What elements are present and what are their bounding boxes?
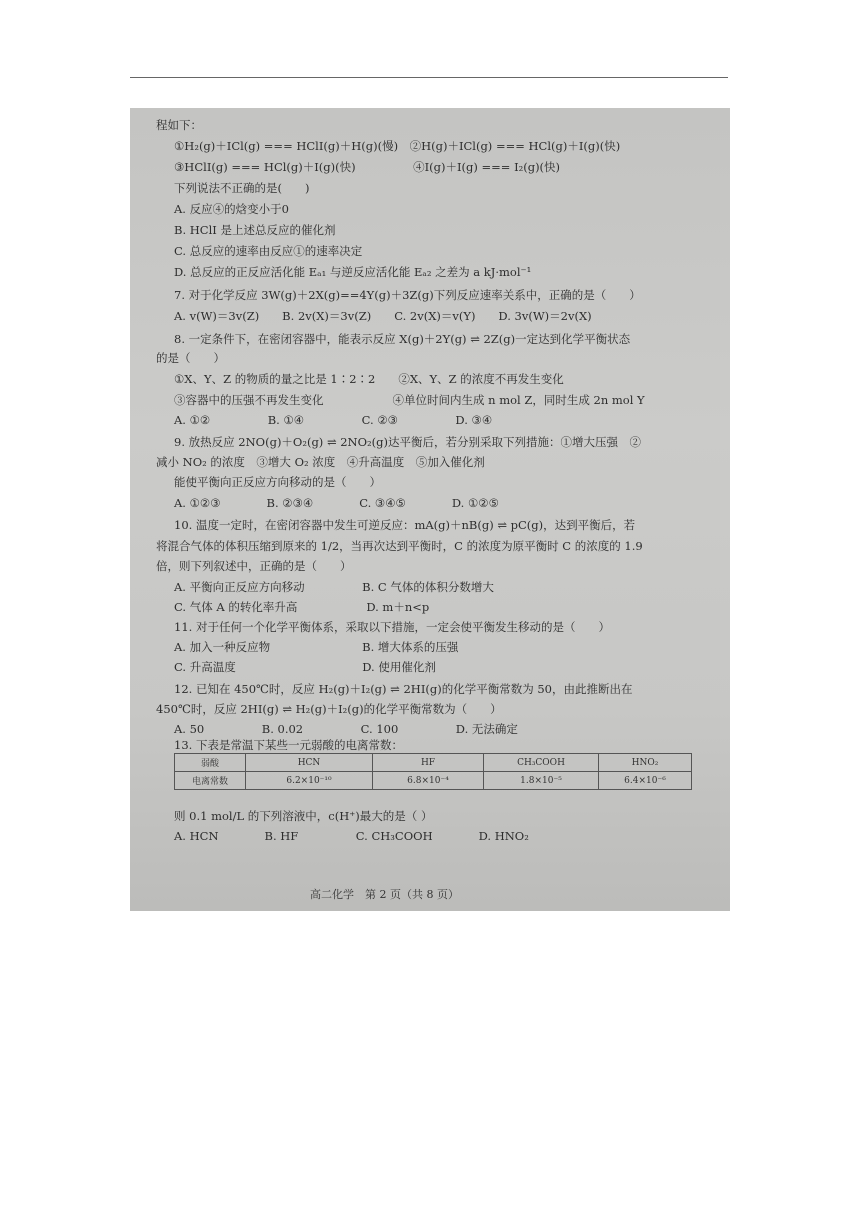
table-cell: 电离常数 xyxy=(175,772,246,790)
text-line: ①X、Y、Z 的物质的量之比是 1∶2∶2 ②X、Y、Z 的浓度不再发生变化 xyxy=(174,372,564,386)
table-cell: HF xyxy=(373,754,484,772)
table-cell: CH₃COOH xyxy=(484,754,599,772)
text-line: 450℃时，反应 2HI(g) ⇌ H₂(g)＋I₂(g)的化学平衡常数为（ ） xyxy=(156,702,502,716)
text-line: 下列说法不正确的是( ) xyxy=(174,181,310,195)
text-line: 的是（ ） xyxy=(156,351,225,365)
table-row xyxy=(175,772,692,790)
question-10: 10. 温度一定时，在密闭容器中发生可逆反应：mA(g)＋nB(g) ⇌ pC(g)，达到平衡后，若 xyxy=(174,518,636,532)
text-line: A. 50 B. 0.02 C. 100 D. 无法确定 xyxy=(174,722,518,736)
text-line: ①H₂(g)＋ICl(g) === HClI(g)＋H(g)(慢) ②H(g)＋ICl(g) === HCl(g)＋I(g)(快) xyxy=(174,139,621,153)
text-line: 倍，则下列叙述中，正确的是（ ） xyxy=(156,559,352,573)
text-line: C. 气体 A 的转化率升高 D. m＋n<p xyxy=(174,600,430,614)
text-line: C. 总反应的速率由反应①的速率决定 xyxy=(174,244,363,258)
page-footer: 高二化学 第 2 页（共 8 页） xyxy=(310,888,459,901)
question-9: 9. 放热反应 2NO(g)＋O₂(g) ⇌ 2NO₂(g)达平衡后，若分别采取下列措施：①增大压强 ② xyxy=(174,435,641,449)
text-line: A. 平衡向正反应方向移动 B. C 气体的体积分数增大 xyxy=(174,580,494,594)
header-rule xyxy=(130,77,728,78)
text-line: ③HClI(g) === HCl(g)＋I(g)(快) ④I(g)＋I(g) === I₂(g)(快) xyxy=(174,160,561,174)
text-line: A. v(W)＝3v(Z) B. 2v(X)＝3v(Z) C. 2v(X)＝v(Y) D. 3v(W)＝2v(X) xyxy=(174,309,592,323)
table-cell: 6.4×10⁻⁶ xyxy=(599,772,692,790)
question-7: 7. 对于化学反应 3W(g)＋2X(g)==4Y(g)＋3Z(g)下列反应速率关系中，正确的是（ ） xyxy=(174,288,641,302)
text-line: 能使平衡向正反应方向移动的是（ ） xyxy=(174,475,381,489)
text-line: A. HCN B. HF C. CH₃COOH D. HNO₂ xyxy=(174,829,529,843)
question-11: 11. 对于任何一个化学平衡体系，采取以下措施，一定会使平衡发生移动的是（ ） xyxy=(174,620,610,634)
table-cell: HCN xyxy=(246,754,373,772)
question-13: 13. 下表是常温下某些一元弱酸的电离常数： xyxy=(174,738,403,752)
text-line: ③容器中的压强不再发生变化 ④单位时间内生成 n mol Z，同时生成 2n mol Y xyxy=(174,393,645,407)
table-cell: 弱酸 xyxy=(175,754,246,772)
text-line: C. 升高温度 D. 使用催化剂 xyxy=(174,660,436,674)
text-line: D. 总反应的正反应活化能 Eₐ₁ 与逆反应活化能 Eₐ₂ 之差为 a kJ·mol⁻¹ xyxy=(174,265,532,279)
table-cell: 1.8×10⁻⁵ xyxy=(484,772,599,790)
table-cell: 6.8×10⁻⁴ xyxy=(373,772,484,790)
table-cell: 6.2×10⁻¹⁰ xyxy=(246,772,373,790)
text-line: A. ①②③ B. ②③④ C. ③④⑤ D. ①②⑤ xyxy=(174,496,499,510)
text-line: 则 0.1 mol/L 的下列溶液中，c(H⁺)最大的是（ ） xyxy=(174,809,433,823)
table-header-row xyxy=(175,754,692,772)
question-8: 8. 一定条件下，在密闭容器中，能表示反应 X(g)＋2Y(g) ⇌ 2Z(g)一定达到化学平衡状态 xyxy=(174,332,631,346)
text-line: 减小 NO₂ 的浓度 ③增大 O₂ 浓度 ④升高温度 ⑤加入催化剂 xyxy=(156,455,485,469)
scanned-exam-page xyxy=(130,108,730,911)
table-cell: HNO₂ xyxy=(599,754,692,772)
text-line: A. 反应④的焓变小于0 xyxy=(174,202,289,216)
question-12: 12. 已知在 450℃时，反应 H₂(g)＋I₂(g) ⇌ 2HI(g)的化学平衡常数为 50，由此推断出在 xyxy=(174,682,633,696)
acid-constant-table xyxy=(174,753,692,790)
text-line: B. HClI 是上述总反应的催化剂 xyxy=(174,223,336,237)
text-line: 将混合气体的体积压缩到原来的 1/2，当再次达到平衡时，C 的浓度为原平衡时 C 的浓度的 1.9 xyxy=(156,539,643,553)
text-line: A. ①② B. ①④ C. ②③ D. ③④ xyxy=(174,413,493,427)
text-line: 程如下： xyxy=(156,118,202,132)
text-line: A. 加入一种反应物 B. 增大体系的压强 xyxy=(174,640,459,654)
